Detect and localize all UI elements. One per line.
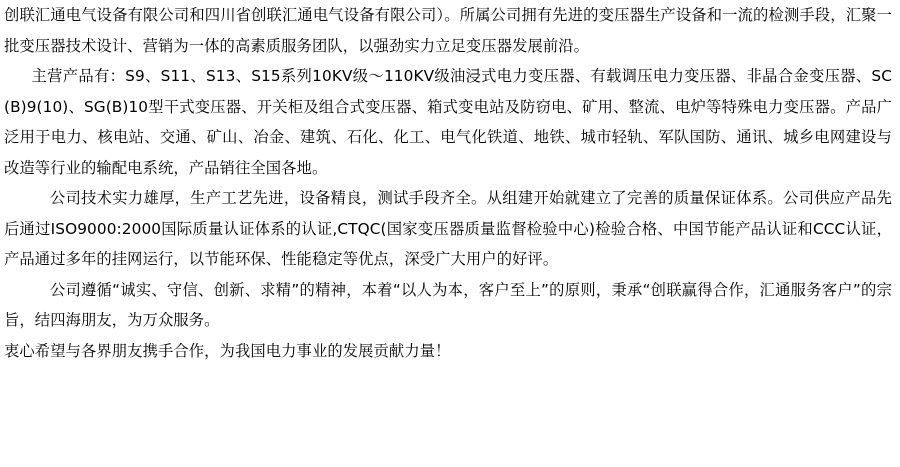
paragraph-technical-strength: 公司技术实力雄厚，生产工艺先进，设备精良，测试手段齐全。从组建开始就建立了完善的质量保证体系。公司供应产品先后通过ISO9000:2000国际质量认证体系的认证,CTQC(国家变压器质量监督检验中心)检验合格、中国节能产品认证和CCC认证，产品通过多年的挂网运行，以节能环保、性能稳定等优点，深受广大用户的好评。 bbox=[4, 189, 892, 268]
paragraph-company-intro-continued: 创联汇通电气设备有限公司和四川省创联汇通电气设备有限公司）。所属公司拥有先进的变压器生产设备和一流的检测手段，汇聚一批变压器技术设计、营销为一体的高素质服务团队，以强劲实力立足变压器发展前沿。 bbox=[4, 6, 892, 55]
paragraph-main-products: 主营产品有：S9、S11、S13、S15系列10KV级～110KV级油浸式电力变压器、有载调压电力变压器、非晶合金变压器、SC(B)9(10)、SG(B)10型干式变压器、开关柜及组合式变压器、箱式变电站及防窃电、矿用、整流、电炉等特殊电力变压器。产品广泛用于电力、核电站、交通、矿山、冶金、建筑、石化、化工、电气化铁道、地铁、城市轻轨、军队国防、通讯、城乡电网建设与改造等行业的输配电系统，产品销往全国各地。 bbox=[4, 67, 892, 177]
paragraph-closing-wish: 衷心希望与各界朋友携手合作，为我国电力事业的发展贡献力量！ bbox=[4, 341, 451, 360]
paragraph-company-spirit: 公司遵循“诚实、守信、创新、求精”的精神，本着“以人为本，客户至上”的原则，秉承“创联赢得合作，汇通服务客户”的宗旨，结四海朋友，为万众服务。 bbox=[4, 280, 892, 329]
